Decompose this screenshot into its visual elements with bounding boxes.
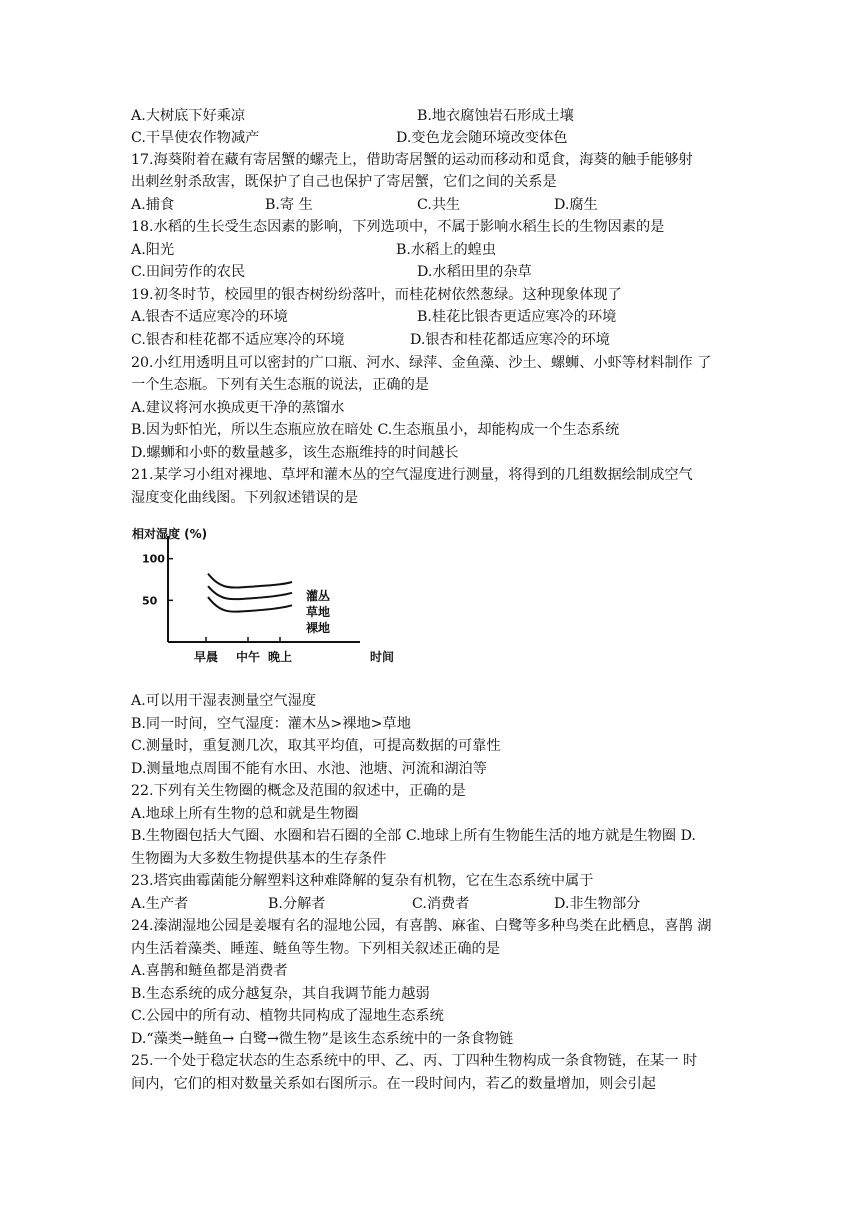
q24-option-b: B.生态系统的成分越复杂，其自我调节能力越弱 <box>131 986 430 1002</box>
chart-xlabel: 时间 <box>370 650 395 664</box>
q16-option-c: C.干旱使农作物减产 <box>131 130 260 146</box>
q16-option-b: B.地衣腐蚀岩石形成土壤 <box>417 108 574 124</box>
q23-option-b: B.分解者 <box>268 896 326 912</box>
q20-option-d: D.螺蛳和小虾的数量越多，该生态瓶维持的时间越长 <box>131 445 459 461</box>
q20-option-a: A.建议将河水换成更干净的蒸馏水 <box>131 400 345 416</box>
x-tick-label: 早晨 <box>193 650 219 664</box>
q18-option-a: A.阳光 <box>131 242 175 258</box>
q19-option-a: A.银杏不适应寒冷的环境 <box>131 309 288 325</box>
chart-ylabel: 相对湿度 (%) <box>132 527 208 541</box>
q23-option-d: D.非生物部分 <box>554 896 641 912</box>
q16-option-a: A.大树底下好乘凉 <box>131 108 246 124</box>
q22-option-a: A.地球上所有生物的总和就是生物圈 <box>131 806 359 822</box>
q23-stem: 23.塔宾曲霉菌能分解塑料这种难降解的复杂有机物，它在生态系统中属于 <box>131 873 594 889</box>
q20-stem-1: 20.小红用透明且可以密封的广口瓶、河水、绿萍、金鱼藻、沙土、螺蛳、小虾等材料制作 了 <box>131 355 712 371</box>
q17-option-b: B.寄 生 <box>265 197 313 213</box>
q19-stem: 19.初冬时节，校园里的银杏树纷纷落叶，而桂花树依然葱绿。这种现象体现了 <box>131 287 622 303</box>
q17-option-c: C.共生 <box>417 197 461 213</box>
q24-stem-1: 24.溱湖湿地公园是姜堰有名的湿地公园，有喜鹊、麻雀、白鹭等多种鸟类在此栖息，喜鹊 湖 <box>131 918 712 934</box>
q20-option-bc: B.因为虾怕光，所以生态瓶应放在暗处 C.生态瓶虽小，却能构成一个生态系统 <box>131 422 620 438</box>
q21-stem-1: 21.某学习小组对裸地、草坪和灌木丛的空气湿度进行测量，将得到的几组数据绘制成空气 <box>131 467 693 483</box>
q23-option-a: A.生产者 <box>131 896 189 912</box>
q22-option-d-cont: 生物圈为大多数生物提供基本的生存条件 <box>131 851 387 867</box>
chart-marks <box>142 536 360 664</box>
q19-option-c: C.银杏和桂花都不适应寒冷的环境 <box>131 332 345 348</box>
q21-stem-2: 湿度变化曲线图。下列叙述错误的是 <box>131 490 359 506</box>
q24-stem-2: 内生活着藻类、睡莲、鲢鱼等生物。下列相关叙述正确的是 <box>131 941 500 957</box>
series-label: 灌丛 <box>306 589 331 603</box>
q17-stem-2: 出刺丝射杀敌害，既保护了自己也保护了寄居蟹，它们之间的关系是 <box>131 174 557 190</box>
series-line-1 <box>208 574 292 588</box>
q21-option-c: C.测量时，重复测几次，取其平均值，可提高数据的可靠性 <box>131 738 501 754</box>
q18-stem: 18.水稻的生长受生态因素的影响，下列选项中，不属于影响水稻生长的生物因素的是 <box>131 219 665 235</box>
q23-option-c: C.消费者 <box>412 896 470 912</box>
x-tick-label: 中午 <box>235 650 261 664</box>
q19-option-b: B.桂花比银杏更适应寒冷的环境 <box>417 309 617 325</box>
q21-option-b: B.同一时间，空气湿度：灌木丛>裸地>草地 <box>131 716 411 732</box>
y-tick-label: 50 <box>142 594 158 608</box>
y-tick-label: 100 <box>142 552 165 566</box>
q21-option-a: A.可以用干湿表测量空气湿度 <box>131 693 317 709</box>
q19-option-d: D.银杏和桂花都适应寒冷的环境 <box>410 332 610 348</box>
series-line-2 <box>208 586 292 599</box>
q21-option-d: D.测量地点周围不能有水田、水池、池塘、河流和湖泊等 <box>131 761 487 777</box>
series-label: 草地 <box>306 605 331 619</box>
q25-stem-1: 25.一个处于稳定状态的生态系统中的甲、乙、丙、丁四种生物构成一条食物链，在某一 时 <box>131 1053 698 1069</box>
q22-stem: 22.下列有关生物圈的概念及范围的叙述中，正确的是 <box>131 783 466 799</box>
q22-option-bcd: B.生物圈包括大气圈、水圈和岩石圈的全部 C.地球上所有生物能生活的地方就是生物圈 D. <box>131 828 696 844</box>
q17-stem-1: 17.海葵附着在藏有寄居蟹的螺壳上，借助寄居蟹的运动而移动和觅食，海葵的触手能够射 <box>131 152 693 168</box>
q18-option-c: C.田间劳作的农民 <box>131 264 246 280</box>
series-label: 裸地 <box>306 621 331 635</box>
x-tick-label: 晚上 <box>267 650 293 664</box>
q25-stem-2: 间内，它们的相对数量关系如右图所示。在一段时间内，若乙的数量增加，则会引起 <box>131 1076 656 1092</box>
q24-option-a: A.喜鹊和鲢鱼都是消费者 <box>131 963 288 979</box>
q17-option-d: D.腐生 <box>554 197 598 213</box>
humidity-chart <box>128 520 420 678</box>
q24-option-c: C.公园中的所有动、植物共同构成了湿地生态系统 <box>131 1008 444 1024</box>
q16-option-d: D.变色龙会随环境改变体色 <box>396 130 568 146</box>
q17-option-a: A.捕食 <box>131 197 175 213</box>
q20-stem-2: 一个生态瓶。下列有关生态瓶的说法，正确的是 <box>131 377 429 393</box>
q18-option-b: B.水稻上的蝗虫 <box>396 242 497 258</box>
q18-option-d: D.水稻田里的杂草 <box>417 264 532 280</box>
q24-option-d: D.“藻类→鲢鱼→ 白鹭→微生物”是该生态系统中的一条食物链 <box>131 1031 514 1047</box>
